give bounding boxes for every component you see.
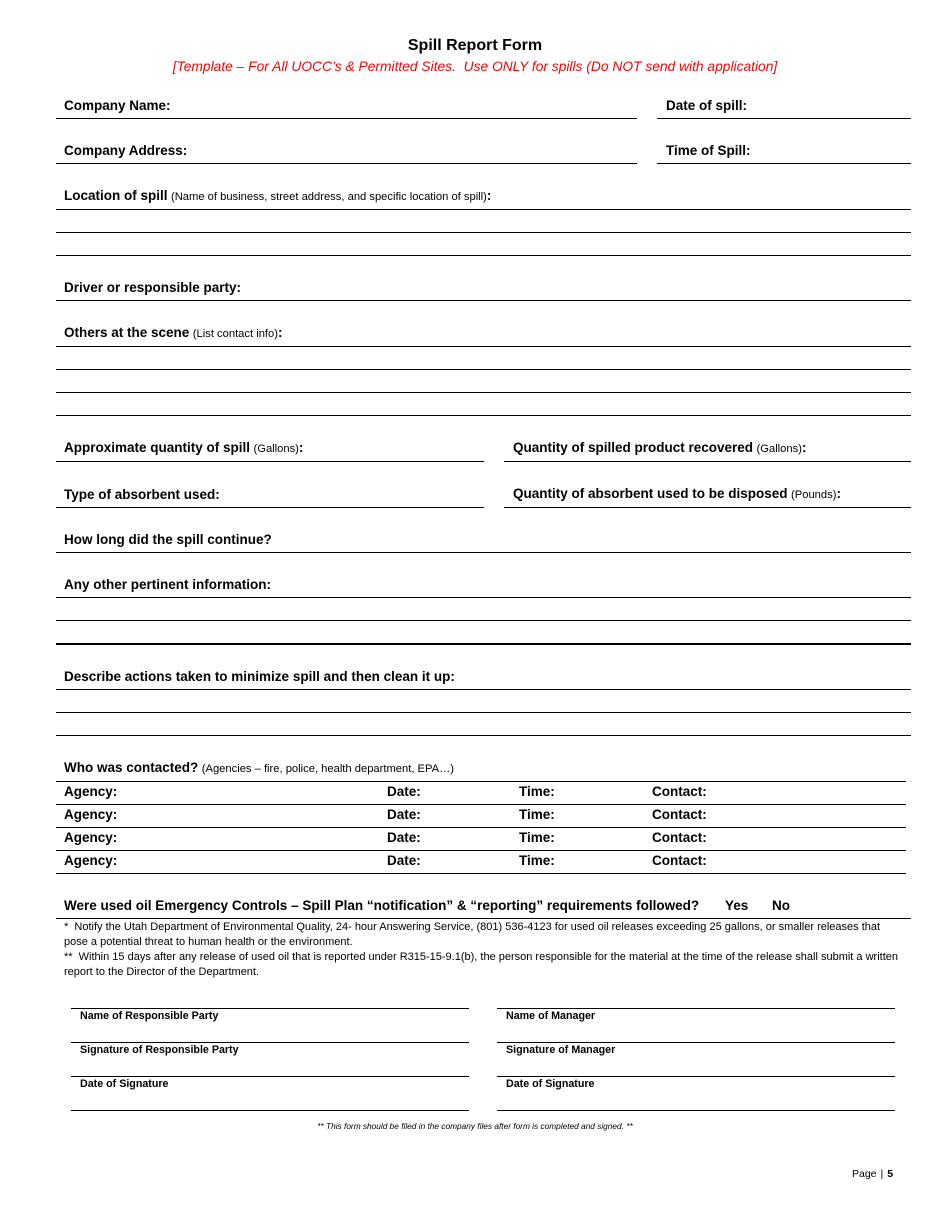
manager-signature-field[interactable] — [497, 1042, 895, 1076]
page-label: Page — [852, 1168, 877, 1180]
quantity-recovered-colon: : — [801, 440, 807, 455]
others-continuation-line[interactable] — [56, 347, 911, 370]
time-label: Time: — [519, 853, 555, 868]
others-continuation-line[interactable] — [56, 370, 911, 393]
other-info-continuation-line[interactable] — [56, 621, 911, 645]
contact-label: Contact: — [652, 784, 707, 799]
notes-block — [64, 920, 902, 980]
driver-field[interactable] — [56, 278, 911, 301]
spill-duration-field[interactable] — [56, 530, 911, 553]
approx-quantity-hint: (Gallons) — [253, 443, 299, 455]
date-label: Date: — [387, 853, 421, 868]
contact-row[interactable] — [56, 782, 906, 805]
contacts-hint: (Agencies – fire, police, health department, EPA…) — [201, 763, 455, 775]
manager-date-field[interactable] — [497, 1076, 895, 1111]
spill-duration-label: How long did the spill continue? — [64, 532, 272, 547]
date-of-spill-label: Date of spill: — [666, 98, 748, 113]
quantity-recovered-field[interactable] — [504, 439, 911, 462]
others-colon: : — [277, 325, 283, 340]
approx-quantity-label-text: Approximate quantity of spill — [64, 440, 251, 455]
others-label — [64, 325, 282, 342]
location-colon: : — [486, 188, 492, 203]
absorbent-disposed-colon: : — [836, 486, 841, 501]
manager-signature-label: Signature of Manager — [506, 1044, 616, 1056]
responsible-party-date-field[interactable] — [71, 1076, 469, 1111]
approx-quantity-colon: : — [298, 440, 304, 455]
responsible-party-signature-block — [71, 1008, 469, 1111]
approx-quantity-label — [64, 440, 303, 457]
absorbent-type-label: Type of absorbent used: — [64, 487, 220, 502]
note-written-report: ** Within 15 days after any release of used oil that is reported under R315-15-9.1(b), the person responsible for the material at the time of the release shall submit a written report to the Director of the Department. — [64, 951, 902, 978]
company-name-field[interactable] — [56, 96, 637, 119]
note-notify-deq: * Notify the Utah Department of Environmental Quality, 24- hour Answering Service, (801) 536-4123 for used oil releases exceeding 25 gallons, or smaller releases that pose a potential threat to human health or the environment. — [64, 921, 884, 948]
contacts-label-text: Who was contacted? — [64, 760, 199, 775]
other-info-continuation-line[interactable] — [56, 598, 911, 621]
absorbent-disposed-field[interactable] — [504, 485, 911, 508]
contact-label: Contact: — [652, 807, 707, 822]
location-label-text: Location of spill — [64, 188, 168, 203]
time-label: Time: — [519, 784, 555, 799]
others-at-scene-field[interactable] — [56, 324, 911, 347]
contacts-label — [64, 760, 454, 777]
contact-row[interactable] — [56, 828, 906, 851]
manager-date-label: Date of Signature — [506, 1078, 595, 1090]
compliance-question-row — [56, 896, 911, 919]
location-label — [64, 188, 491, 205]
driver-label: Driver or responsible party: — [64, 280, 242, 295]
company-address-field[interactable] — [56, 141, 637, 164]
location-continuation-line[interactable] — [56, 233, 911, 256]
time-of-spill-label: Time of Spill: — [666, 143, 751, 158]
approx-quantity-field[interactable] — [56, 439, 484, 462]
agency-label: Agency: — [64, 784, 118, 799]
responsible-party-date-label: Date of Signature — [80, 1078, 169, 1090]
others-label-text: Others at the scene — [64, 325, 190, 340]
other-info-field[interactable] — [56, 575, 911, 598]
company-name-label: Company Name: — [64, 98, 171, 113]
date-label: Date: — [387, 784, 421, 799]
responsible-party-name-field[interactable] — [71, 1008, 469, 1042]
quantity-recovered-hint: (Gallons) — [756, 443, 802, 455]
actions-continuation-line[interactable] — [56, 713, 911, 736]
no-option[interactable]: No — [772, 898, 790, 913]
actions-continuation-line[interactable] — [56, 690, 911, 713]
quantity-recovered-label-text: Quantity of spilled product recovered — [513, 440, 754, 455]
agency-label: Agency: — [64, 830, 118, 845]
page-number-value: 5 — [887, 1168, 894, 1180]
company-address-label: Company Address: — [64, 143, 188, 158]
actions-taken-label: Describe actions taken to minimize spill and then clean it up: — [64, 669, 455, 684]
absorbent-type-field[interactable] — [56, 485, 484, 508]
responsible-party-name-label: Name of Responsible Party — [80, 1010, 219, 1022]
location-continuation-line[interactable] — [56, 210, 911, 233]
absorbent-disposed-label-text: Quantity of absorbent used to be disposed — [513, 486, 788, 501]
absorbent-disposed-label — [513, 486, 841, 503]
time-of-spill-field[interactable] — [657, 141, 911, 164]
other-info-label: Any other pertinent information: — [64, 577, 271, 592]
form-subtitle: [Template – For All UOCC’s & Permitted Sites. Use ONLY for spills (Do NOT send with application] — [172, 59, 778, 74]
absorbent-disposed-hint: (Pounds) — [791, 489, 837, 501]
manager-name-label: Name of Manager — [506, 1010, 596, 1022]
actions-taken-field[interactable] — [56, 667, 911, 690]
location-hint: (Name of business, street address, and specific location of spill) — [171, 191, 487, 203]
date-label: Date: — [387, 807, 421, 822]
filing-footnote: ** This form should be filed in the company files after form is completed and signed. ** — [317, 1121, 633, 1131]
yes-option[interactable]: Yes — [725, 898, 749, 913]
responsible-party-signature-label: Signature of Responsible Party — [80, 1044, 239, 1056]
date-label: Date: — [387, 830, 421, 845]
contact-label: Contact: — [652, 853, 707, 868]
contact-row[interactable] — [56, 805, 906, 828]
others-hint: (List contact info) — [192, 328, 278, 340]
time-label: Time: — [519, 807, 555, 822]
manager-signature-block — [497, 1008, 895, 1111]
contacts-header — [56, 759, 906, 782]
manager-name-field[interactable] — [497, 1008, 895, 1042]
form-title: Spill Report Form — [407, 37, 543, 54]
agency-label: Agency: — [64, 853, 118, 868]
time-label: Time: — [519, 830, 555, 845]
date-of-spill-field[interactable] — [657, 96, 911, 119]
agency-label: Agency: — [64, 807, 118, 822]
responsible-party-signature-field[interactable] — [71, 1042, 469, 1076]
others-continuation-line[interactable] — [56, 393, 911, 416]
contact-label: Contact: — [652, 830, 707, 845]
page-number — [852, 1167, 893, 1181]
quantity-recovered-label — [513, 440, 806, 457]
compliance-question: Were used oil Emergency Controls – Spill Plan “notification” & “reporting” requirements followed? — [64, 898, 700, 913]
page-separator: | — [880, 1168, 884, 1180]
contact-row[interactable] — [56, 851, 906, 874]
location-field[interactable] — [56, 187, 911, 210]
